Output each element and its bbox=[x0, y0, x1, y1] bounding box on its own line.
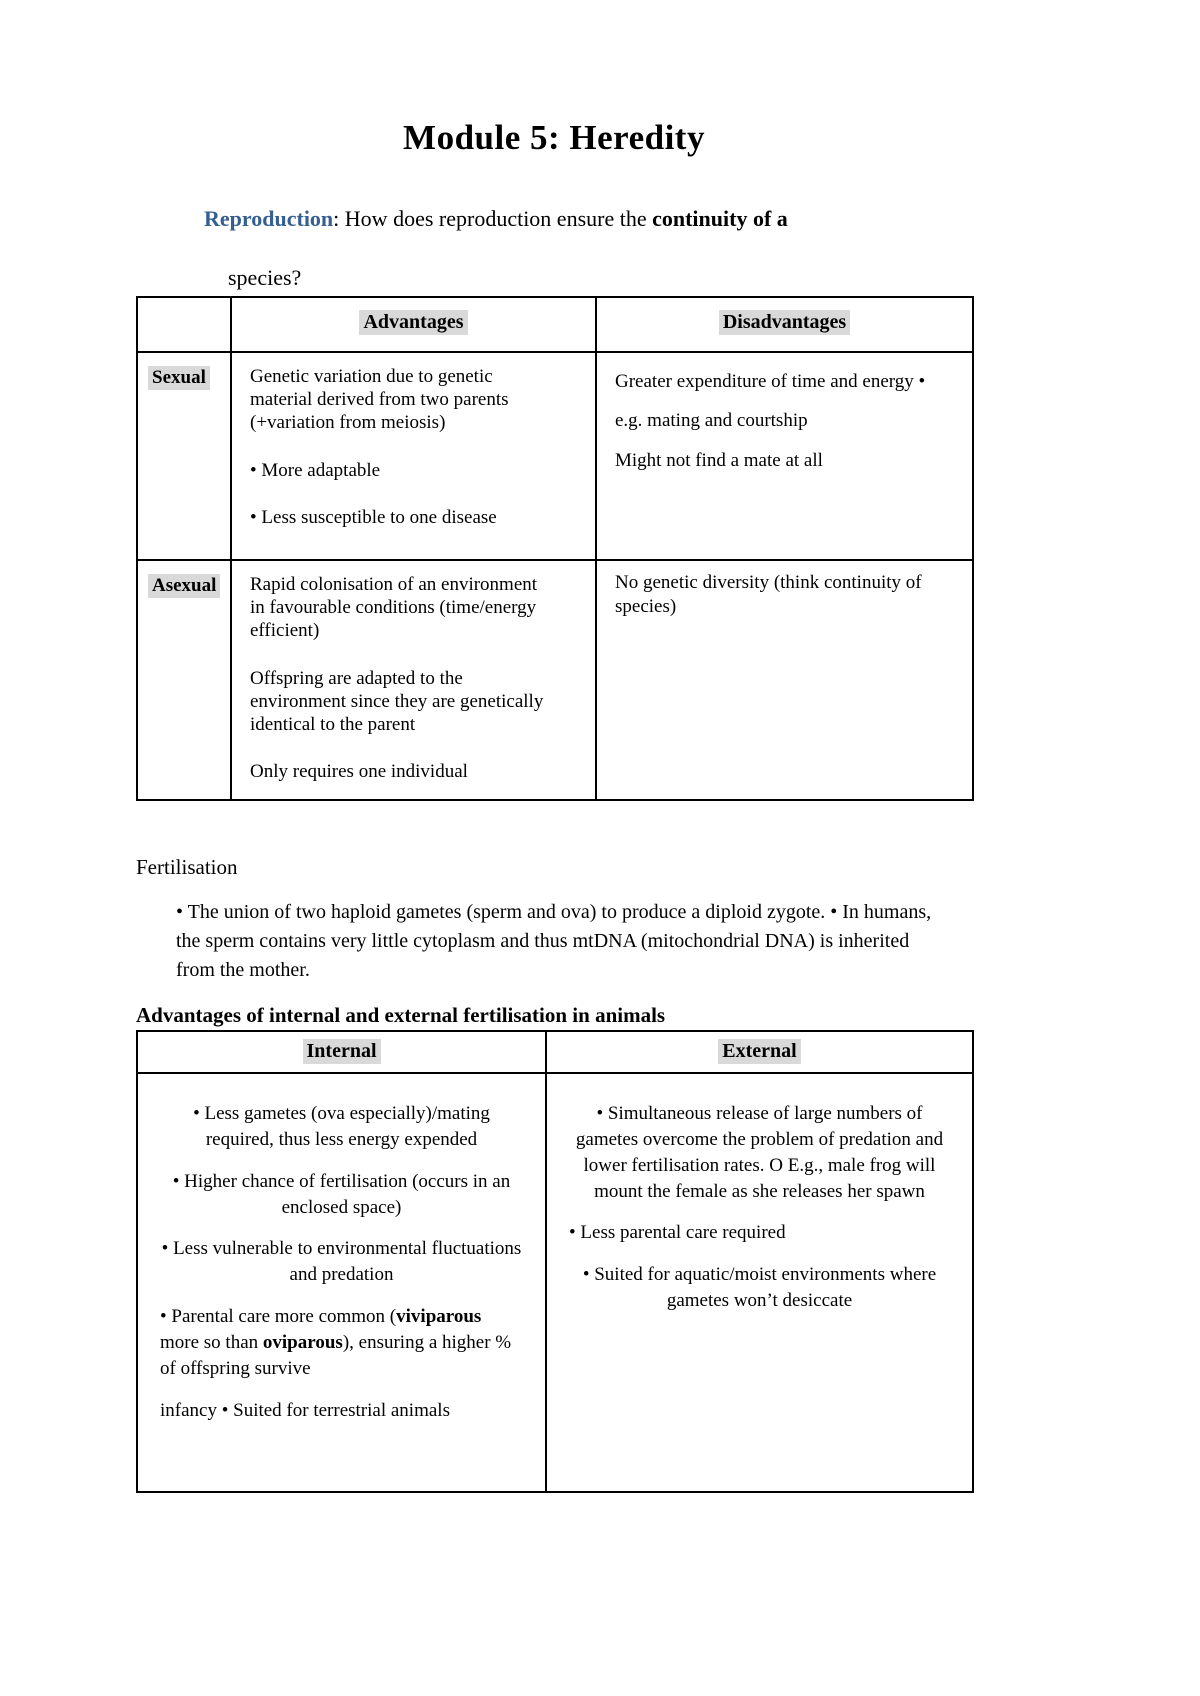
sexual-row-label-cell bbox=[137, 352, 231, 560]
internal-bullet: infancy • Suited for terrestrial animals bbox=[160, 1399, 450, 1421]
highlight-disadvantages-header: Disadvantages bbox=[719, 310, 850, 335]
reproduction-comparison-table bbox=[136, 296, 974, 801]
sexual-advantages-cell bbox=[231, 352, 596, 560]
sexual-disadvantages-cell bbox=[596, 352, 973, 560]
fertilisation-comparison-table bbox=[136, 1030, 974, 1493]
external-bullet: • Simultaneous release of large numbers of gametes overcome the problem of predation and lower fertilisation rates. O E.g., male frog will mount the female as she releases her spawn bbox=[575, 1103, 944, 1202]
internal-fertilisation-cell bbox=[137, 1073, 546, 1492]
internal-bullet: • Less gametes (ova especially)/mating required, thus less energy expended bbox=[193, 1103, 490, 1150]
table1-advantages-header-cell bbox=[231, 297, 596, 352]
intro-colon: : bbox=[333, 206, 345, 231]
sexual-advantage-paragraph: • Less susceptible to one disease bbox=[250, 506, 497, 528]
asexual-row-label-cell bbox=[137, 560, 231, 800]
highlight-asexual-label: Asexual bbox=[148, 574, 220, 598]
asexual-disadvantages-cell bbox=[596, 560, 973, 800]
page-title: Module 5: Heredity bbox=[403, 118, 705, 157]
fertilisation-table-heading: Advantages of internal and external fertilisation in animals bbox=[136, 1003, 666, 1028]
external-bullet: • Suited for aquatic/moist environments where gametes won’t desiccate bbox=[582, 1264, 937, 1312]
highlight-advantages-header: Advantages bbox=[359, 310, 467, 335]
table-row-sexual bbox=[137, 352, 973, 560]
table-row-asexual bbox=[137, 560, 973, 800]
internal-bullet-parental-care bbox=[160, 1304, 523, 1381]
table1-disadvantages-header-cell bbox=[596, 297, 973, 352]
asexual-advantage-paragraph: Only requires one individual bbox=[250, 761, 468, 783]
asexual-disadvantage-paragraph: No genetic diversity (think continuity of species) bbox=[615, 572, 922, 617]
sexual-disadvantage-paragraph: Might not find a mate at all bbox=[615, 449, 823, 471]
parental-care-text: • Parental care more common ( bbox=[160, 1306, 397, 1328]
viviparous-term: viviparous bbox=[396, 1306, 482, 1328]
asexual-advantage-paragraph: Rapid colonisation of an environment in favourable conditions (time/energy efficient) bbox=[250, 574, 538, 642]
intro-question-line2: species? bbox=[228, 265, 302, 291]
highlight-sexual-label: Sexual bbox=[148, 366, 210, 390]
intro-question bbox=[204, 204, 972, 233]
table2-body-row bbox=[137, 1073, 973, 1492]
asexual-advantages-cell bbox=[231, 560, 596, 800]
table2-header-row bbox=[137, 1031, 973, 1073]
sexual-advantage-paragraph: • More adaptable bbox=[250, 459, 381, 481]
fertilisation-heading: Fertilisation bbox=[136, 855, 238, 880]
external-fertilisation-cell bbox=[546, 1073, 973, 1492]
parental-care-text: ), ensuring a higher % of offspring survive bbox=[160, 1331, 512, 1379]
highlight-external-header: External bbox=[718, 1039, 800, 1064]
intro-question-text: How does reproduction ensure the bbox=[344, 206, 653, 231]
asexual-advantage-paragraph: Offspring are adapted to the environment since they are genetically identical to the parent bbox=[250, 667, 544, 735]
table2-internal-header-cell bbox=[137, 1031, 546, 1073]
table1-header-row bbox=[137, 297, 973, 352]
external-bullet: • Less parental care required bbox=[569, 1222, 786, 1244]
sexual-disadvantage-paragraph: Greater expenditure of time and energy • e.g. mating and courtship bbox=[615, 371, 926, 431]
table2-external-header-cell bbox=[546, 1031, 973, 1073]
fertilisation-bullet-paragraph: • The union of two haploid gametes (sperm and ova) to produce a diploid zygote. • In humans, the sperm contains very little cytoplasm and thus mtDNA (mitochondrial DNA) is inherited from the mother. bbox=[176, 901, 932, 982]
table1-empty-header-cell bbox=[137, 297, 231, 352]
highlight-internal-header: Internal bbox=[303, 1039, 381, 1064]
parental-care-text: more so than bbox=[160, 1331, 263, 1353]
internal-bullet: • Higher chance of fertilisation (occurs in an enclosed space) bbox=[172, 1170, 511, 1218]
oviparous-term: oviparous bbox=[262, 1331, 343, 1353]
internal-bullet: • Less vulnerable to environmental fluctuations and predation bbox=[161, 1238, 522, 1286]
intro-bold-phrase: continuity of a bbox=[652, 206, 788, 231]
sexual-advantage-paragraph: Genetic variation due to genetic material derived from two parents (+variation from meiosis) bbox=[250, 366, 509, 434]
intro-term: Reproduction bbox=[204, 206, 334, 231]
